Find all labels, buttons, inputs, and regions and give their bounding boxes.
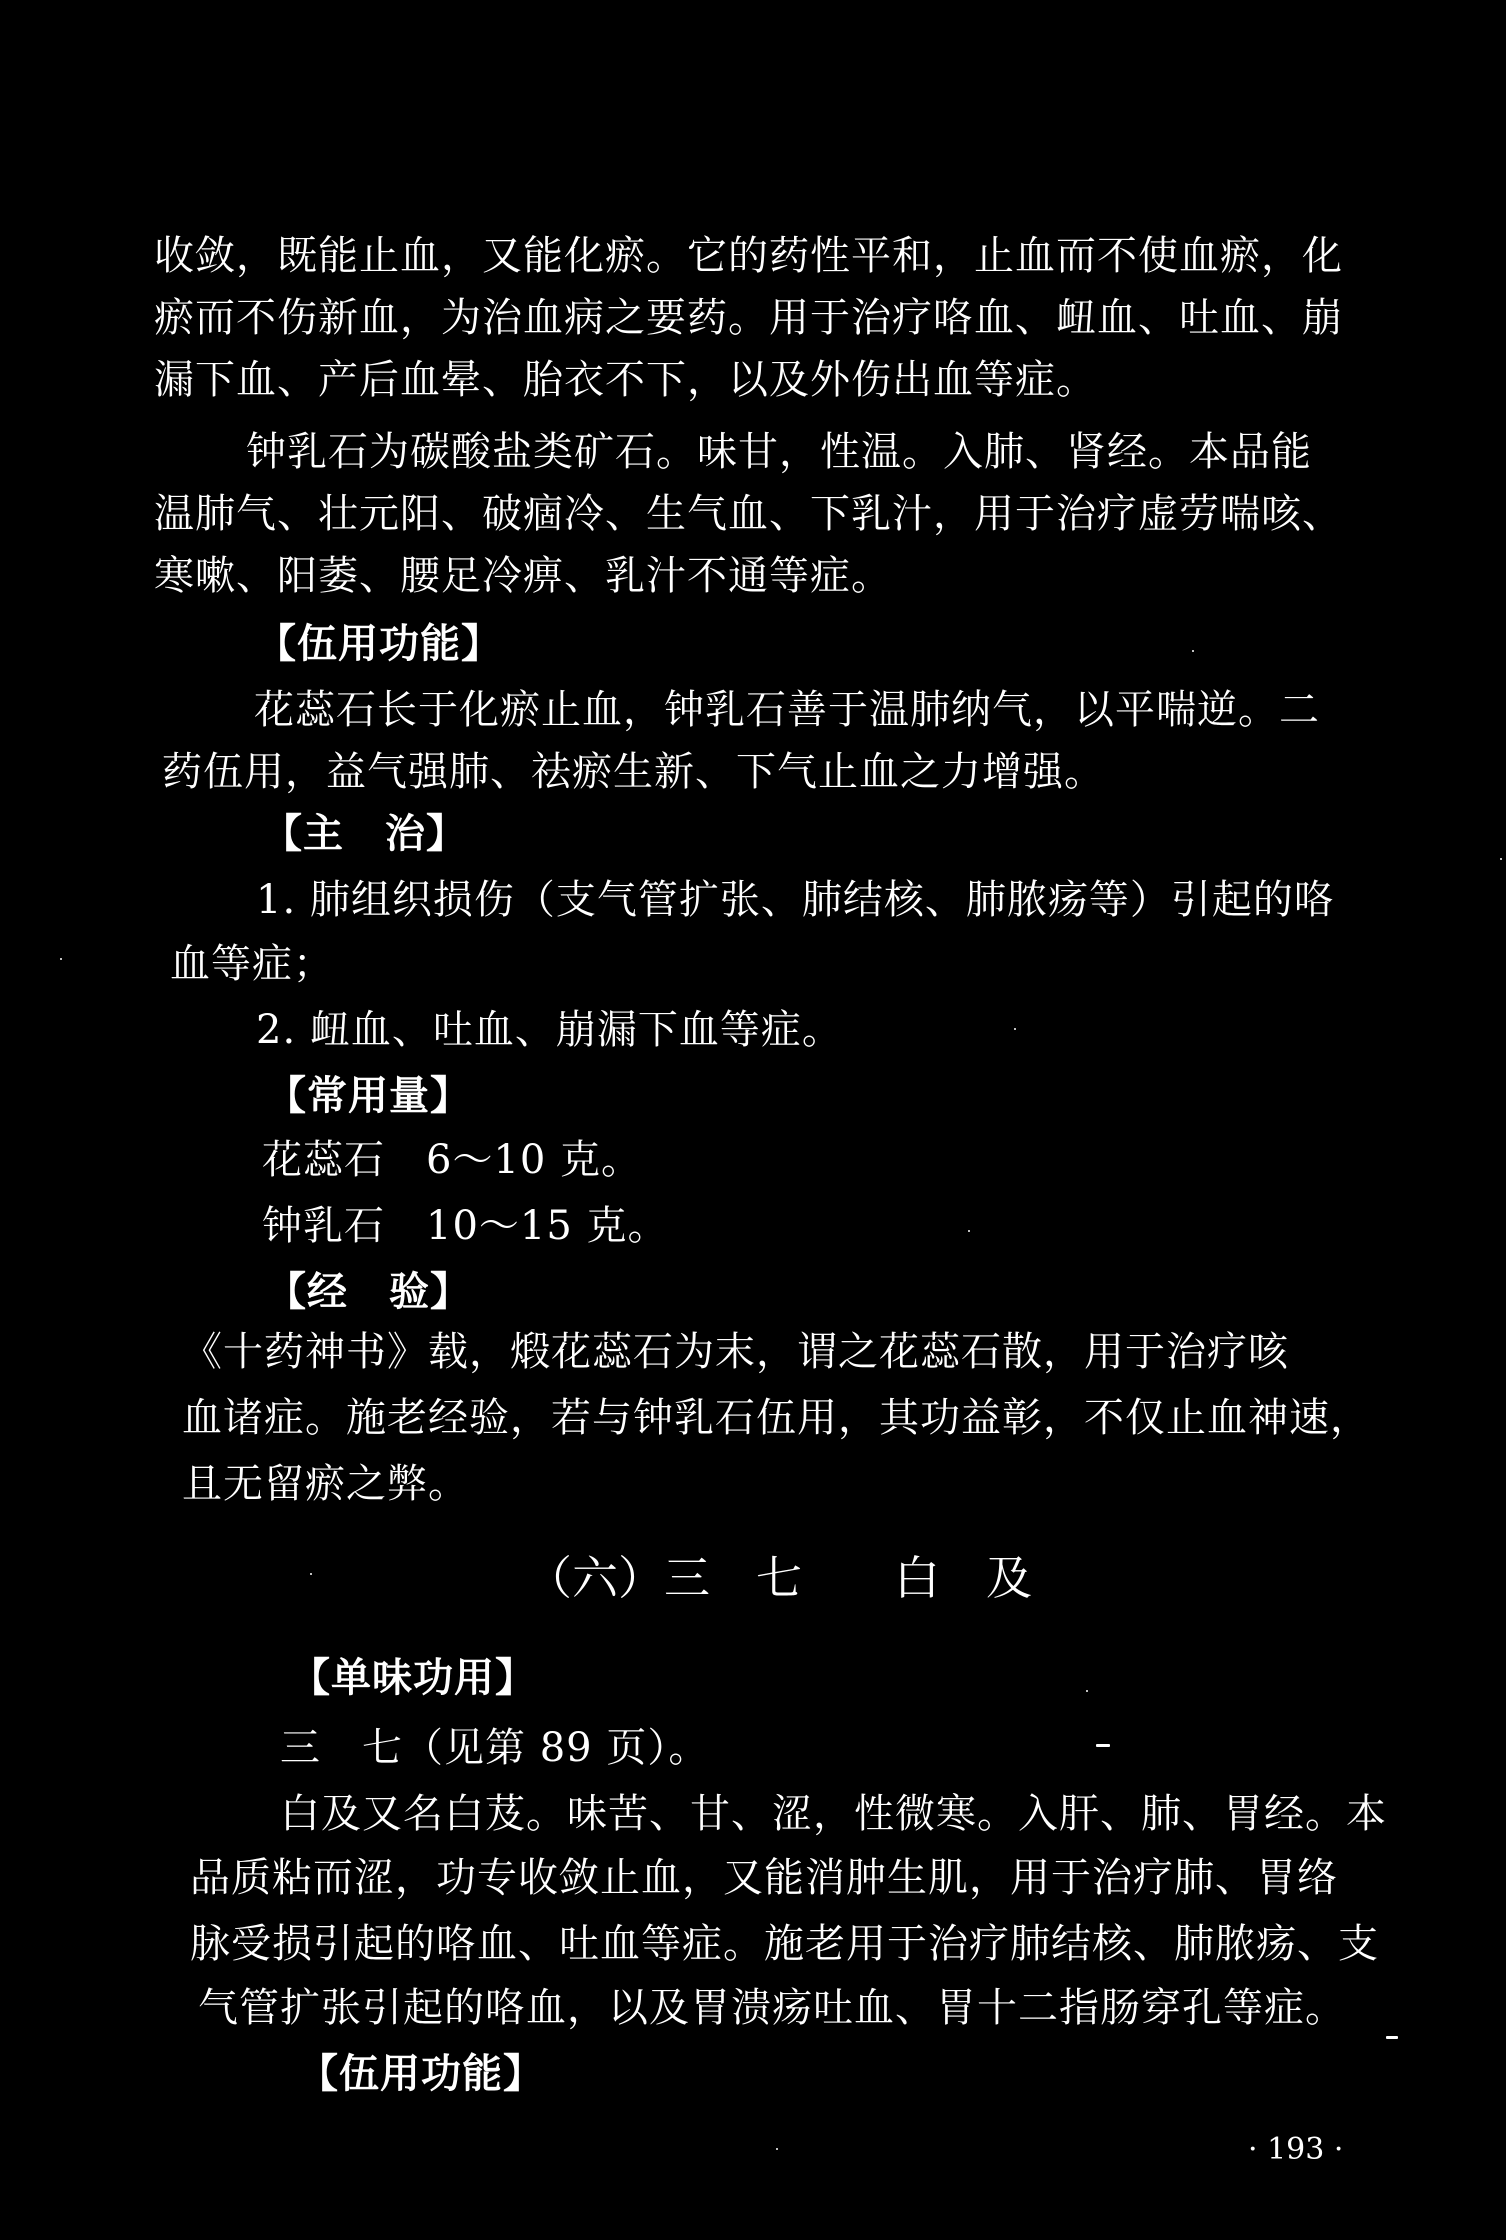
indication-item-1: 1. 肺组织损伤（支气管扩张、肺结核、肺脓疡等）引起的咯 bbox=[256, 877, 1335, 923]
paragraph-line: 气管扩张引起的咯血，以及胃溃疡吐血、胃十二指肠穿孔等症。 bbox=[198, 1985, 1346, 2031]
indication-item-1-continued: 血等症； bbox=[170, 941, 334, 987]
page-number: · 193 · bbox=[1248, 2132, 1344, 2167]
paragraph-line: 温肺气、壮元阳、破痼冷、生气血、下乳汁，用于治疗虚劳喘咳、 bbox=[154, 491, 1343, 537]
scan-speck bbox=[1014, 1028, 1016, 1030]
section-title: （六）三 七 白 及 bbox=[526, 1551, 1032, 1605]
indication-item-2: 2. 衄血、吐血、崩漏下血等症。 bbox=[256, 1007, 843, 1053]
paragraph-line: 且无留瘀之弊。 bbox=[182, 1461, 469, 1507]
paragraph-line: 血诸症。施老经验，若与钟乳石伍用，其功益彰，不仅止血神速， bbox=[182, 1395, 1371, 1441]
section-heading-experience: 【经 验】 bbox=[266, 1269, 471, 1315]
paragraph-line: 脉受损引起的咯血、吐血等症。施老用于治疗肺结核、肺脓疡、支 bbox=[190, 1921, 1379, 1967]
section-heading-indications: 【主 治】 bbox=[262, 811, 467, 857]
scan-speck bbox=[310, 1573, 312, 1575]
scan-speck bbox=[1192, 650, 1194, 652]
paragraph-line: 瘀而不伤新血，为治血病之要药。用于治疗咯血、衄血、吐血、崩 bbox=[154, 295, 1343, 341]
scan-speck bbox=[1500, 858, 1502, 860]
paragraph-line: 药伍用，益气强肺、祛瘀生新、下气止血之力增强。 bbox=[162, 749, 1105, 795]
paragraph-line: 品质粘而涩，功专收敛止血，又能消肿生肌，用于治疗肺、胃络 bbox=[190, 1855, 1338, 1901]
paragraph-line: 白及又名白芨。味苦、甘、涩，性微寒。入肝、肺、胃经。本 bbox=[280, 1791, 1387, 1837]
sanqi-reference-line: 三 七（见第 89 页）。 bbox=[280, 1725, 710, 1771]
dosage-line-1: 花蕊石 6～10 克。 bbox=[262, 1137, 643, 1183]
section-heading-combined-function: 【伍用功能】 bbox=[256, 621, 502, 667]
scan-speck bbox=[1386, 2036, 1398, 2039]
paragraph-line: 漏下血、产后血晕、胎衣不下，以及外伤出血等症。 bbox=[154, 357, 1097, 403]
scan-speck bbox=[776, 2148, 778, 2150]
dosage-line-2: 钟乳石 10～15 克。 bbox=[262, 1203, 669, 1249]
section-heading-single-function: 【单味功用】 bbox=[290, 1655, 536, 1701]
paragraph-line: 寒嗽、阳萎、腰足冷痹、乳汁不通等症。 bbox=[154, 553, 892, 599]
section-heading-dosage: 【常用量】 bbox=[266, 1073, 471, 1119]
scan-speck bbox=[60, 958, 62, 960]
scan-speck bbox=[1086, 1690, 1088, 1692]
paragraph-line: 收敛，既能止血，又能化瘀。它的药性平和，止血而不使血瘀，化 bbox=[154, 233, 1343, 279]
paragraph-line: 花蕊石长于化瘀止血，钟乳石善于温肺纳气，以平喘逆。二 bbox=[254, 687, 1320, 733]
scan-speck bbox=[1096, 1744, 1110, 1747]
paragraph-line: 钟乳石为碳酸盐类矿石。味甘，性温。入肺、肾经。本品能 bbox=[246, 429, 1312, 475]
scan-speck bbox=[968, 1230, 970, 1232]
section-heading-combined-function-2: 【伍用功能】 bbox=[298, 2051, 544, 2097]
paragraph-line: 《十药神书》载，煅花蕊石为末，谓之花蕊石散，用于治疗咳 bbox=[182, 1329, 1289, 1375]
